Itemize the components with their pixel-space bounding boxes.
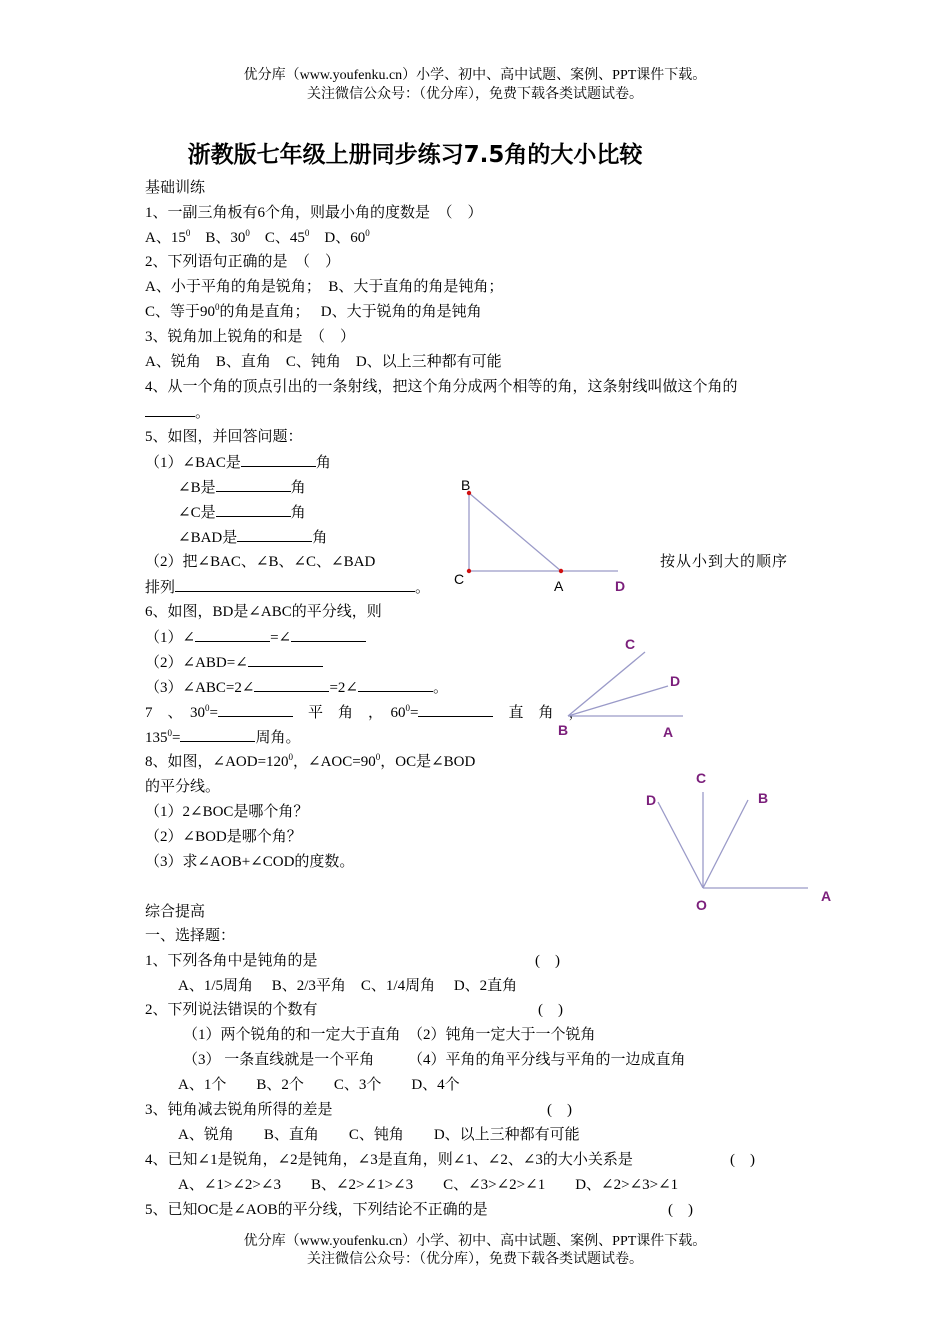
label-c: C	[625, 636, 636, 652]
question-7-line1: 7 、 $30^0=$ 平 角 ， $60^0=$ 直 角 ，	[145, 703, 584, 721]
question-6-1: （1）∠ =∠	[145, 627, 366, 648]
question-6: 6、如图，BD是∠ABC的平分线，则	[145, 604, 382, 620]
point-a	[559, 569, 563, 573]
ray-bd	[568, 686, 668, 716]
label-a: A	[821, 888, 832, 904]
choice-2-statements-2: （3） 一条直线就是一个平角 （4）平角的角平分线与平角的一边成直角	[183, 1052, 686, 1068]
question-5-1c: ∠C是 角	[178, 502, 306, 523]
label-d: D	[615, 578, 626, 594]
question-5-2-right: 按从小到大的顺序	[660, 554, 789, 570]
ray-od	[658, 802, 703, 888]
part-1-choice: 一、选择题：	[145, 928, 236, 944]
point-c	[467, 569, 471, 573]
question-5-2b: 排列 。	[145, 577, 430, 598]
choice-4-paren: ( )	[730, 1152, 755, 1168]
question-8-2: （2）∠BOD是哪个角？	[145, 829, 302, 845]
section-advanced: 综合提高	[145, 904, 206, 920]
label-o: O	[696, 897, 707, 913]
question-5: 5、如图，并回答问题：	[145, 429, 303, 445]
ray-bc	[568, 652, 645, 716]
label-d: D	[646, 792, 657, 808]
question-2: 2、下列语句正确的是 （ ）	[145, 254, 341, 270]
question-6-3: （3）∠ABC=2∠ =2∠ 。	[145, 677, 448, 698]
label-c: C	[454, 571, 465, 587]
choice-3-paren: ( )	[547, 1102, 572, 1118]
question-5-1d: ∠BAD是 角	[178, 527, 327, 548]
question-5-1a: （1）∠BAC是 角	[145, 452, 331, 473]
choice-1-options: A、1/5周角 B、2/3平角 C、1/4周角 D、2直角	[178, 978, 518, 994]
question-2-options-ab: A、小于平角的角是锐角； B、大于直角的角是钝角；	[145, 279, 504, 295]
question-1-options: A、$15^0$ B、$30^0$ C、$45^0$ D、$60^0$	[145, 228, 370, 246]
choice-5-paren: ( )	[668, 1202, 693, 1218]
question-8-3: （3）求∠AOB+∠COD的度数。	[145, 854, 355, 870]
choice-3-options: A、锐角 B、直角 C、钝角 D、以上三种都有可能	[178, 1127, 580, 1143]
choice-4-options: A、∠1>∠2>∠3 B、∠2>∠1>∠3 C、∠3>∠2>∠1 D、∠2>∠3>∠1	[178, 1177, 679, 1193]
label-b: B	[758, 790, 769, 806]
label-c: C	[696, 770, 707, 786]
segment-ba	[469, 493, 561, 571]
header-line-2: 关注微信公众号：（优分库），免费下载各类试题试卷。	[307, 87, 643, 102]
question-6-2: （2）∠ABD=∠	[145, 652, 323, 673]
ray-ob	[703, 800, 748, 888]
question-8-1: （1）2∠BOC是哪个角？	[145, 804, 309, 820]
choice-1-paren: ( )	[535, 953, 560, 969]
question-8-line1: 8、如图，$\angle AOD=120^0$，$\angle AOC=90^0$，OC是∠BOD	[145, 752, 476, 770]
choice-2-statements-1: （1）两个锐角的和一定大于直角 （2）钝角一定大于一个锐角	[183, 1027, 596, 1043]
label-b: B	[461, 477, 471, 493]
label-b: B	[558, 722, 569, 738]
choice-3: 3、钝角减去锐角所得的差是	[145, 1102, 333, 1118]
question-8-line2: 的平分线。	[145, 779, 221, 795]
choice-1: 1、下列各角中是钝角的是	[145, 953, 318, 969]
footer-line-2: 关注微信公众号：（优分库），免费下载各类试题试卷。	[307, 1252, 643, 1267]
figure-bisector	[558, 636, 683, 740]
choice-2-options: A、1个 B、2个 C、3个 D、4个	[178, 1077, 460, 1093]
choice-2: 2、下列说法错误的个数有	[145, 1002, 318, 1018]
question-7-line2: $135^0=$ 周角。	[145, 728, 301, 746]
header-line-1: 优分库（www.youfenku.cn）小学、初中、高中试题、案例、PPT课件下载。	[243, 68, 707, 83]
choice-5: 5、已知OC是∠AOB的平分线，下列结论不正确的是	[145, 1202, 488, 1218]
label-d: D	[670, 673, 681, 689]
question-2-options-cd: C、等于$90^0$的角是直角； D、大于锐角的角是钝角	[145, 302, 482, 320]
question-1: 1、一副三角板有6个角，则最小角的度数是 （ ）	[145, 205, 483, 221]
choice-2-paren: ( )	[538, 1002, 563, 1018]
page-title: 浙教版七年级上册同步练习7.5角的大小比较	[187, 142, 643, 168]
figure-rays-o	[646, 770, 831, 913]
label-a: A	[554, 578, 564, 594]
choice-4: 4、已知∠1是锐角，∠2是钝角，∠3是直角，则∠1、∠2、∠3的大小关系是	[145, 1152, 633, 1168]
question-4: 4、从一个角的顶点引出的一条射线，把这个角分成两个相等的角，这条射线叫做这个角的	[145, 379, 738, 395]
figure-triangle	[454, 477, 625, 594]
footer-line-1: 优分库（www.youfenku.cn）小学、初中、高中试题、案例、PPT课件下载。	[243, 1234, 707, 1249]
question-5-1b: ∠B是 角	[178, 477, 306, 498]
question-3-options: A、锐角 B、直角 C、钝角 D、以上三种都有可能	[145, 354, 502, 370]
question-3: 3、锐角加上锐角的和是 （ ）	[145, 329, 356, 345]
label-a: A	[663, 724, 674, 740]
question-4-blank: 。	[145, 402, 210, 423]
question-5-2a: （2）把∠BAC、∠B、∠C、∠BAD	[145, 554, 376, 570]
section-basic: 基础训练	[145, 180, 206, 196]
